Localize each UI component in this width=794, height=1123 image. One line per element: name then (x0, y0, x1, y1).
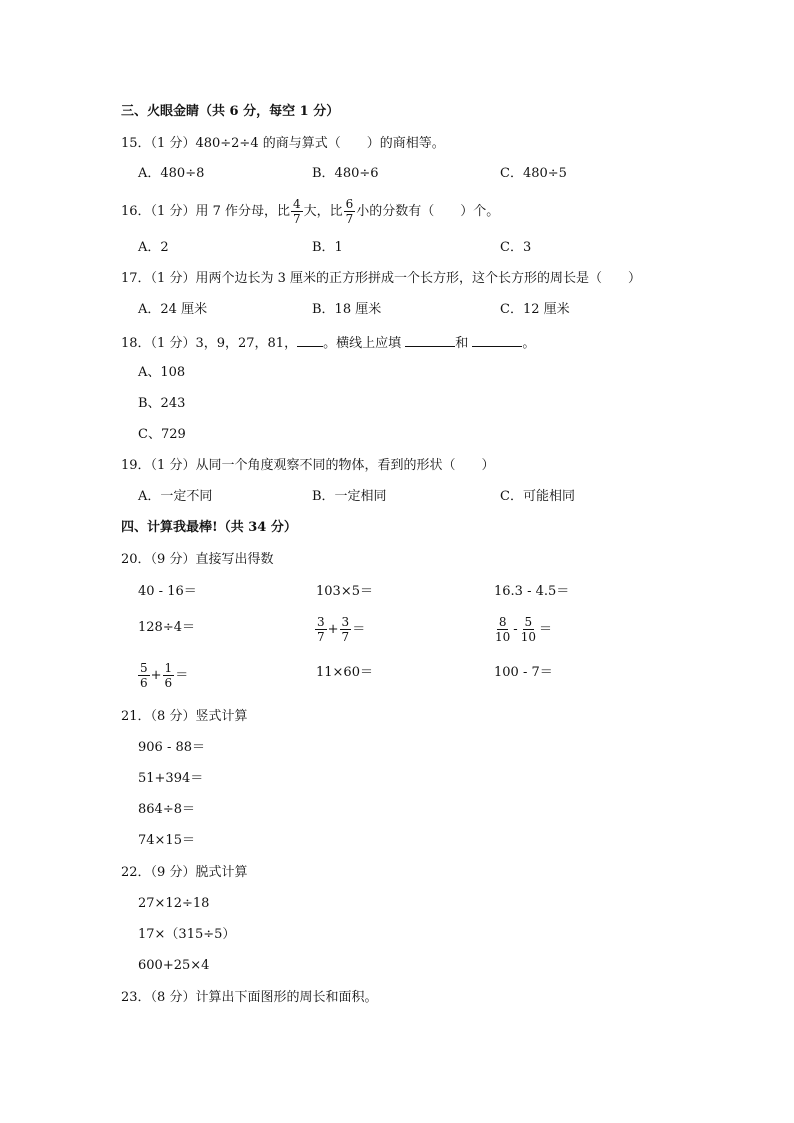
calc-item: 100 - 7＝ (494, 665, 553, 680)
calc-item: 40 - 16＝ (138, 584, 197, 599)
answer-blank[interactable] (472, 334, 522, 347)
calc-item: 16.3 - 4.5＝ (494, 584, 570, 599)
operator: - (513, 622, 518, 637)
fraction: $\frac{8}{10}$ (495, 615, 511, 644)
question-17-option-b: B．18 厘米 (312, 302, 382, 317)
section-4-title: 四、计算我最棒!（共 34 分） (121, 520, 297, 535)
question-16-text-post: 小的分数有（ ）个。 (356, 204, 500, 219)
question-16-option-c: C．3 (500, 240, 532, 255)
calc-item: 74×15＝ (138, 833, 195, 848)
question-19-option-a: A．一定不同 (138, 489, 213, 504)
question-15-option-c: C．480÷5 (500, 166, 567, 181)
equals: ＝ (352, 622, 366, 637)
question-15-option-b: B．480÷6 (312, 166, 379, 181)
question-18-stem (121, 334, 535, 352)
question-16-text-pre: 16．（1 分）用 7 作分母，比 (121, 204, 290, 219)
fraction: $\frac{5}{10}$ (520, 615, 536, 644)
calc-item: 27×12÷18 (138, 896, 210, 911)
question-15-option-a: A．480÷8 (138, 166, 205, 181)
equals: ＝ (175, 668, 189, 683)
operator: + (327, 622, 339, 637)
question-18-text-and: 和 (455, 336, 473, 351)
question-15-stem: 15．（1 分）480÷2÷4 的商与算式（ ）的商相等。 (121, 136, 445, 151)
question-18-option-a: A、108 (138, 365, 186, 380)
calc-item-fraction (314, 613, 365, 647)
fraction: $\frac{1}{6}$ (164, 661, 173, 690)
calc-item-fraction (137, 659, 188, 693)
question-17-stem: 17．（1 分）用两个边长为 3 厘米的正方形拼成一个长方形，这个长方形的周长是（ ） (121, 271, 641, 286)
question-17-option-c: C．12 厘米 (500, 302, 570, 317)
fraction-4-7: $\frac{4}{7}$ (292, 197, 301, 226)
section-3-title: 三、火眼金睛（共 6 分，每空 1 分） (121, 104, 340, 119)
question-19-stem: 19．（1 分）从同一个角度观察不同的物体，看到的形状（ ） (121, 458, 495, 473)
question-20-stem: 20．（9 分）直接写出得数 (121, 552, 274, 567)
answer-blank[interactable] (405, 334, 455, 347)
question-18-text-mid: 。横线上应填 (323, 336, 406, 351)
question-16-option-b: B．1 (312, 240, 343, 255)
question-18-option-b: B、243 (138, 396, 186, 411)
calc-item-fraction (492, 613, 552, 647)
question-18-text-pre: 18．（1 分）3，9，27，81， (121, 336, 298, 351)
question-18-text-end: 。 (522, 336, 536, 351)
fraction: $\frac{3}{7}$ (317, 615, 325, 644)
fraction-6-7: $\frac{6}{7}$ (345, 197, 354, 226)
calc-item: 128÷4＝ (138, 620, 195, 635)
calc-item: 906 - 88＝ (138, 740, 206, 755)
question-19-option-c: C．可能相同 (500, 489, 575, 504)
calc-item: 11×60＝ (316, 665, 373, 680)
question-18-option-c: C、729 (138, 427, 186, 442)
calc-item: 17×（315÷5） (138, 927, 236, 942)
calc-item: 864÷8＝ (138, 802, 195, 817)
question-17-option-a: A．24 厘米 (138, 302, 208, 317)
answer-blank[interactable] (297, 334, 323, 347)
equals: ＝ (538, 622, 552, 637)
question-16-stem (121, 195, 499, 229)
operator: + (150, 668, 162, 683)
fraction: $\frac{5}{6}$ (140, 661, 148, 690)
question-19-option-b: B．一定相同 (312, 489, 387, 504)
question-16-option-a: A．2 (138, 240, 169, 255)
question-22-stem: 22．（9 分）脱式计算 (121, 865, 248, 880)
fraction: $\frac{3}{7}$ (341, 615, 350, 644)
calc-item: 103×5＝ (316, 584, 373, 599)
question-16-text-mid: 大，比 (303, 204, 343, 219)
question-21-stem: 21．（8 分）竖式计算 (121, 709, 248, 724)
question-23-stem: 23．（8 分）计算出下面图形的周长和面积。 (121, 990, 378, 1005)
calc-item: 600+25×4 (138, 958, 210, 973)
calc-item: 51+394＝ (138, 771, 204, 786)
